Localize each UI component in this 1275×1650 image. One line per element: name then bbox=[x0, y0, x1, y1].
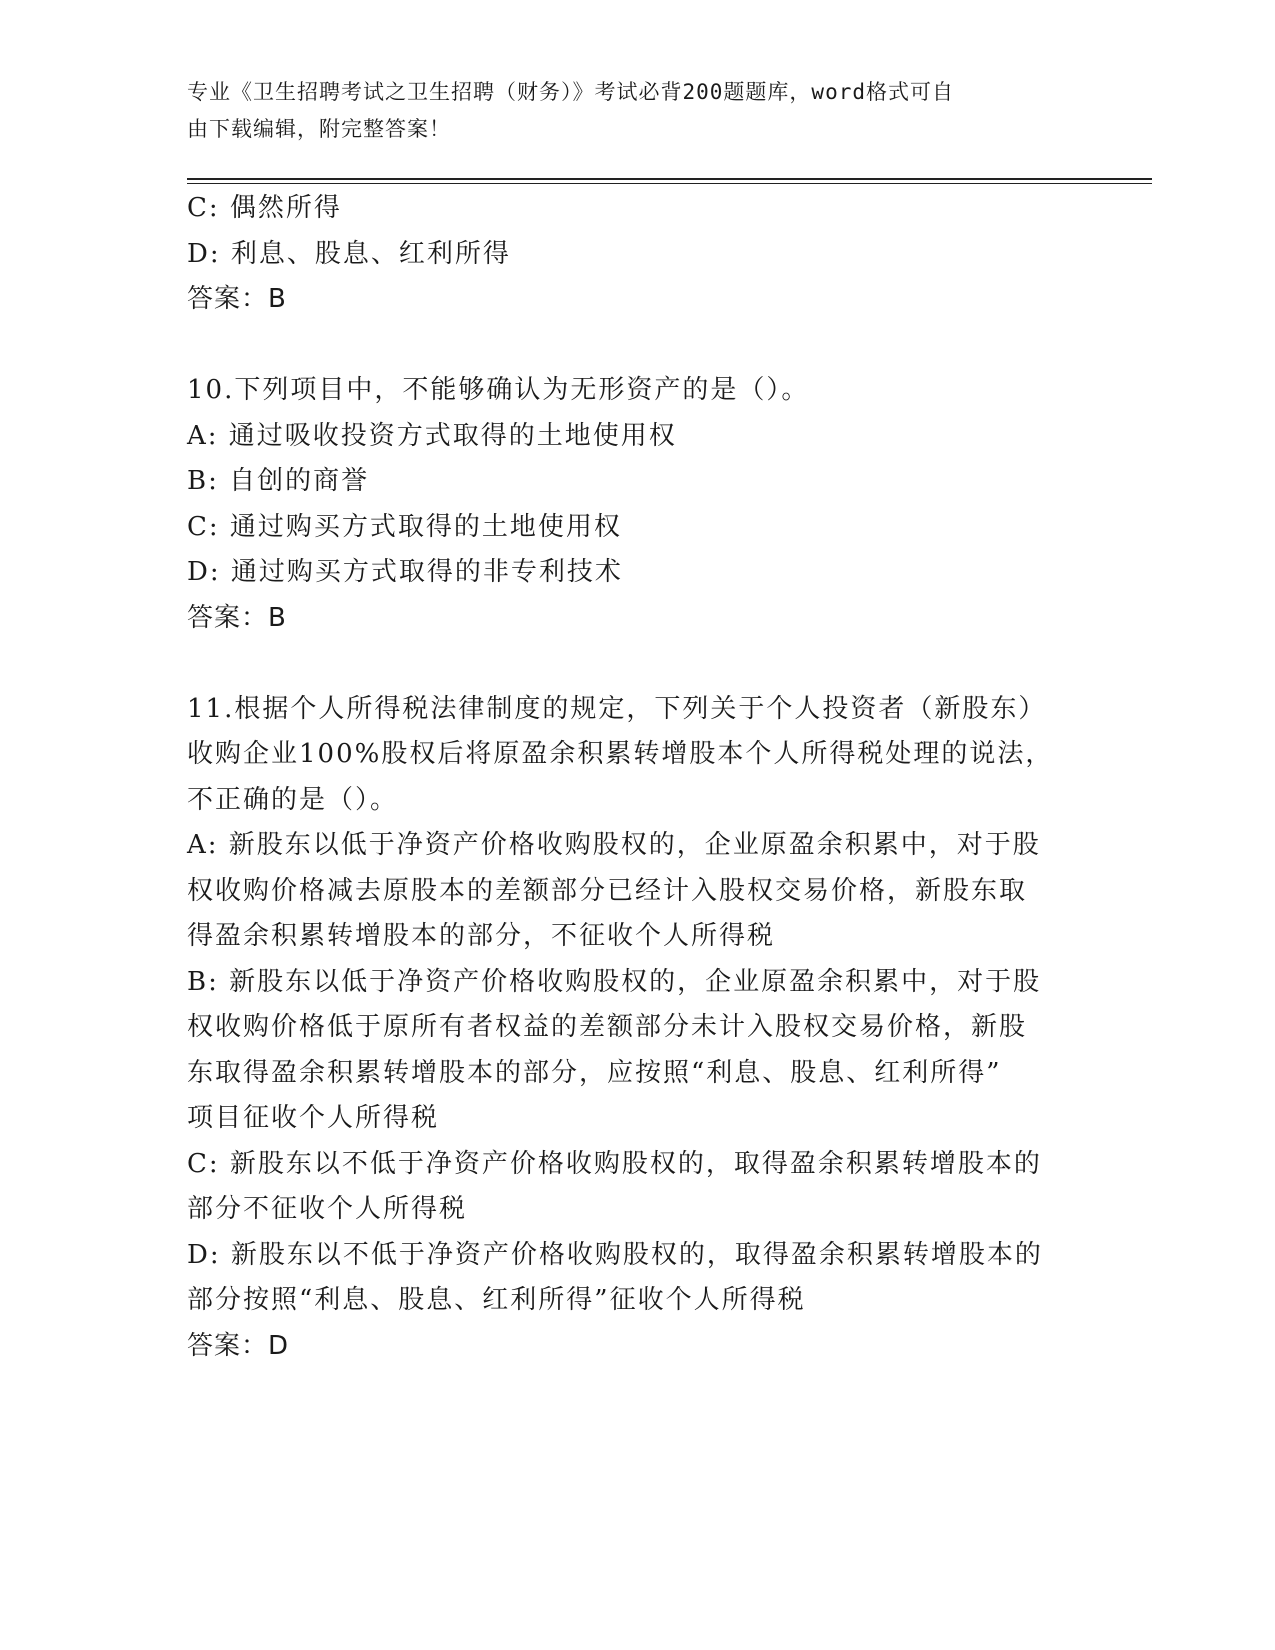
option-b-line-2: 权收购价格低于原所有者权益的差额部分未计入股权交易价格，新股 bbox=[187, 1012, 1028, 1042]
answer-line: 答案：B bbox=[187, 602, 287, 633]
option-a: A: 通过吸收投资方式取得的土地使用权 bbox=[187, 420, 677, 451]
option-a-line-2: 权收购价格减去原股本的差额部分已经计入股权交易价格，新股东取 bbox=[187, 875, 1028, 906]
header-divider-thick bbox=[187, 178, 1152, 180]
option-b: B: 自创的商誉 bbox=[187, 466, 370, 496]
header-line-2: 由下载编辑，附完整答案！ bbox=[187, 117, 451, 141]
spacer bbox=[187, 323, 1067, 369]
document-body bbox=[187, 186, 1067, 1369]
document-header bbox=[187, 74, 1067, 148]
option-d: D: 通过购买方式取得的非专利技术 bbox=[187, 557, 623, 587]
option-b-line-1: B: 新股东以低于净资产价格收购股权的，企业原盈余积累中，对于股 bbox=[187, 966, 1042, 997]
option-c-line-2: 部分不征收个人所得税 bbox=[187, 1194, 468, 1224]
question-stem-line-1: 11.根据个人所得税法律制度的规定，下列关于个人投资者（新股东） bbox=[187, 693, 1047, 724]
question-11 bbox=[187, 687, 1067, 1370]
question-stem-line-3: 不正确的是（）。 bbox=[187, 784, 399, 815]
option-a-line-1: A: 新股东以低于净资产价格收购股权的，企业原盈余积累中，对于股 bbox=[187, 830, 1041, 860]
header-divider-thin bbox=[187, 183, 1152, 184]
option-b-line-3: 东取得盈余积累转增股本的部分，应按照“利息、股息、红利所得” bbox=[187, 1057, 1002, 1088]
answer-line: 答案：B bbox=[187, 284, 287, 314]
option-c-line-1: C: 新股东以不低于净资产价格收购股权的，取得盈余积累转增股本的 bbox=[187, 1148, 1042, 1179]
question-9-tail bbox=[187, 186, 1067, 323]
question-10 bbox=[187, 368, 1067, 641]
option-d: D: 利息、股息、红利所得 bbox=[187, 238, 511, 269]
option-c: C: 通过购买方式取得的土地使用权 bbox=[187, 511, 622, 542]
spacer bbox=[187, 641, 1067, 687]
option-b-line-4: 项目征收个人所得税 bbox=[187, 1103, 440, 1133]
header-line-1: 专业《卫生招聘考试之卫生招聘（财务）》考试必背200题题库，word格式可自 bbox=[187, 80, 954, 104]
option-a-line-3: 得盈余积累转增股本的部分，不征收个人所得税 bbox=[187, 921, 776, 951]
option-d-line-1: D: 新股东以不低于净资产价格收购股权的，取得盈余积累转增股本的 bbox=[187, 1239, 1043, 1270]
question-stem: 10.下列项目中，不能够确认为无形资产的是（）。 bbox=[187, 375, 810, 405]
question-stem-line-2: 收购企业100%股权后将原盈余积累转增股本个人所得税处理的说法， bbox=[187, 739, 1054, 769]
option-d-line-2: 部分按照“利息、股息、红利所得”征收个人所得税 bbox=[187, 1285, 806, 1315]
option-c: C: 偶然所得 bbox=[187, 193, 342, 223]
answer-line: 答案：D bbox=[187, 1330, 290, 1361]
